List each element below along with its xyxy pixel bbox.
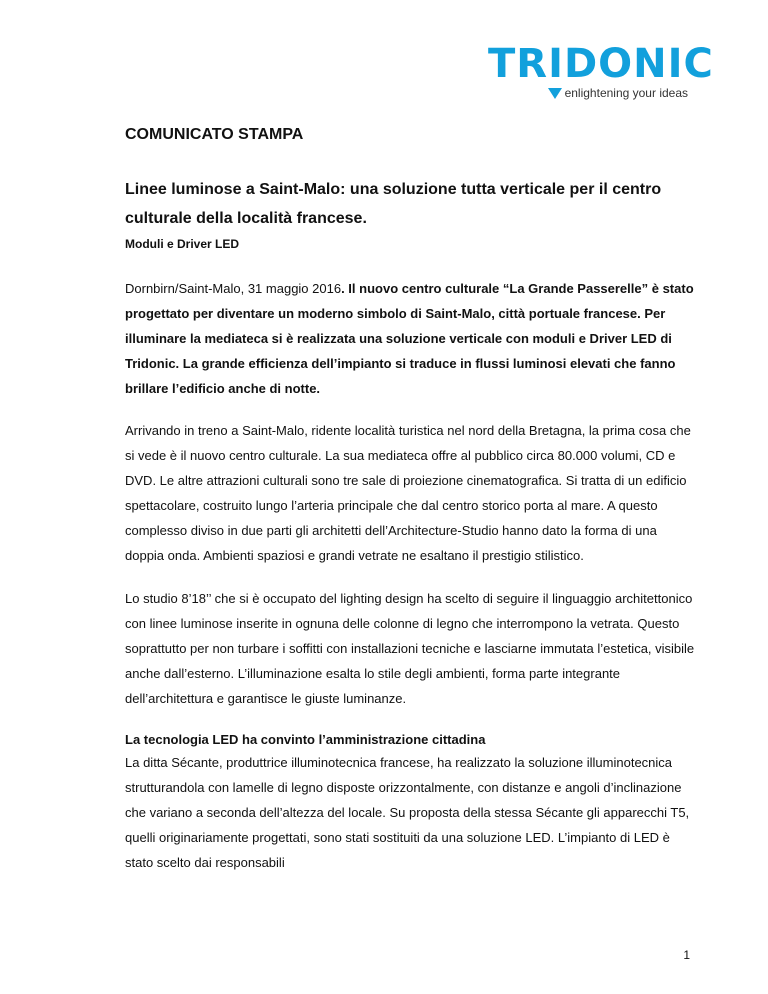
logo-wordmark: TRIDONIC [488,41,714,87]
logo-tagline [488,86,688,100]
lead-bold-text: . Il nuovo centro culturale “La Grande Passerelle” è stato progettato per diventare un moderno simbolo di Saint-Malo, città portuale francese. Per illuminare la mediateca si è realizzata una soluzione verticale con moduli e Driver LED di Tridonic. La grande efficienza dell’impianto si traduce in flussi luminosi elevati che fanno brillare l’edificio anche di notte. [125,281,694,396]
lead-dateline: Dornbirn/Saint-Malo, 31 maggio 2016 [125,281,342,296]
paragraph-1: Arrivando in treno a Saint-Malo, ridente località turistica nel nord della Bretagna, la prima cosa che si vede è il nuovo centro culturale. La sua mediateca offre al pubblico circa 80.000 volumi, CD e DVD. Le altre attrazioni culturali sono tre sale di proiezione cinematografica. Si tratta di un edificio spettacolare, costruito lungo l’arteria principale che dal centro storico porta al mare. A questo complesso diviso in due parti gli architetti dell’Architecture-Studio hanno dato la forma di una doppia onda. Ambienti spaziosi e grandi vetrate ne esaltano il prestigio stilistico. [125,423,691,563]
lead-paragraph [125,276,697,401]
paragraph-2: Lo studio 8’18’’ che si è occupato del lighting design ha scelto di seguire il linguaggio architettonico con linee luminose inserite in ognuna delle colonne di legno che interrompono la vetrata. Questo soprattutto per non turbare i soffitti con installazioni tecniche e lasciarne immutata l’estetica, visibile anche dall’esterno. L’illuminazione esalta lo stile degli ambienti, forma parte integrante dell’architettura e garantisce le giuste luminanze. [125,591,695,706]
document-title: Linee luminose a Saint-Malo: una soluzione tutta verticale per il centro culturale della località francese. [125,181,662,227]
tagline-text: enlightening your ideas [564,86,688,100]
tridonic-logo [488,41,714,100]
triangle-icon [548,88,562,99]
document-label: COMUNICATO STAMPA [125,126,304,143]
document-subtitle: Moduli e Driver LED [125,237,240,251]
paragraph-3: La ditta Sécante, produttrice illuminotecnica francese, ha realizzato la soluzione illuminotecnica strutturandola con lamelle di legno disposte orizzontalmente, con distanze e angoli d’inclinazione che variano a seconda dell’altezza del locale. Su proposta della stessa Sécante gli apparecchi T5, quelli originariamente progettati, sono stati sostituiti da una soluzione LED. L’impianto di LED è stato scelto dai responsabili [125,755,690,870]
page-number: 1 [683,948,690,962]
section-heading: La tecnologia LED ha convinto l’amministrazione cittadina [125,732,486,747]
